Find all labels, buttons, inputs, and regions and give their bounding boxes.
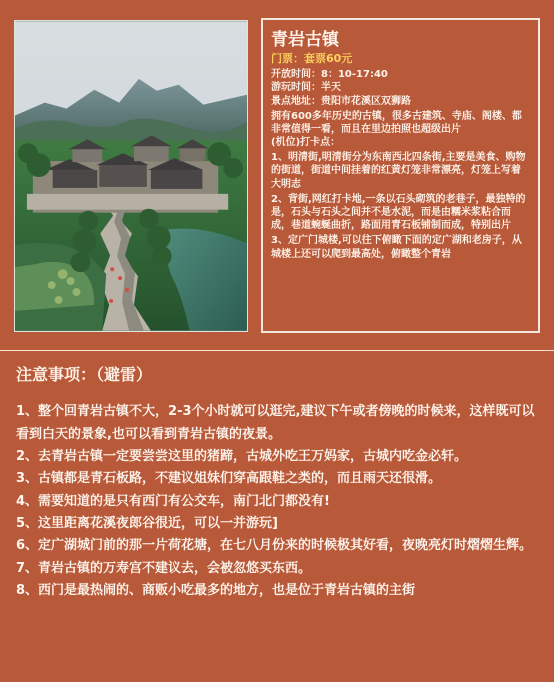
spot-item-2: 2、背街,网红打卡地,一条以石头砌筑的老巷子，最独特的是，石头与石头之间并不是水泥，而是由糯米浆粘合而成，巷道蜿蜒曲折，路面用青石板铺制而成，特别出片 (271, 193, 526, 232)
town-landscape-image (15, 21, 247, 331)
info-card (261, 18, 540, 333)
address-line: 景点地址：贵阳市花溪区双狮路 (271, 95, 411, 107)
note-item-4: 4、需要知道的是只有西门有公交车，南门北门都没有! (16, 493, 330, 509)
notes-title: 注意事项：（避雷） (16, 365, 153, 384)
note-item-6: 6、定广湖城门前的那一片荷花塘，在七八月份来的时候极其好看，夜晚亮灯时熠熠生辉。 (16, 538, 533, 554)
card-title: 青岩古镇 (271, 30, 339, 50)
note-item-3: 3、古镇都是青石板路，不建议姐妹们穿高跟鞋之类的，而且雨天还很滑。 (16, 471, 442, 487)
notes-section (0, 350, 554, 682)
note-item-1: 1、整个回青岩古镇不大，2-3个小时就可以逛完,建议下午或者傍晚的时候来，这样既可以看到白天的景象,也可以看到青岩古镇的夜景。 (16, 404, 535, 442)
note-item-5: 5、这里距离花溪夜郎谷很近，可以一并游玩] (16, 515, 278, 531)
visit-duration: 游玩时间：半天 (271, 82, 341, 94)
spot-item-1: 1、明清街,明清街分为东南西北四条街,主要是美食、购物的街道，街道中间挂着的红黄灯笼非常漂亮，灯笼上写着大明志 (271, 152, 526, 190)
spots-heading: (机位)打卡点： (271, 137, 341, 149)
note-item-2: 2、去青岩古镇一定要尝尝这里的猪蹄，古城外吃王万妈家，古城内吃金必轩。 (16, 448, 468, 464)
opening-hours: 开放时间：8：10-17:40 (271, 69, 388, 81)
town-introduction: 拥有600多年历史的古镇，很多古建筑、寺庙、阁楼、都非常值得一看，而且在里边拍照也超级出片 (271, 110, 522, 135)
ticket-price: 门票：套票60元 (271, 52, 353, 66)
note-item-8: 8、西门是最热闹的、商贩小吃最多的地方，也是位于青岩古镇的主街 (16, 583, 416, 599)
hero-photo (14, 20, 248, 332)
note-item-7: 7、青岩古镇的万寿宫不建议去，会被忽悠买东西。 (16, 560, 312, 576)
spot-item-3: 3、定广门城楼,可以往下俯瞰下面的定广湖和老房子，从城楼上还可以爬到最高处，俯瞰整个青岩 (271, 235, 522, 260)
